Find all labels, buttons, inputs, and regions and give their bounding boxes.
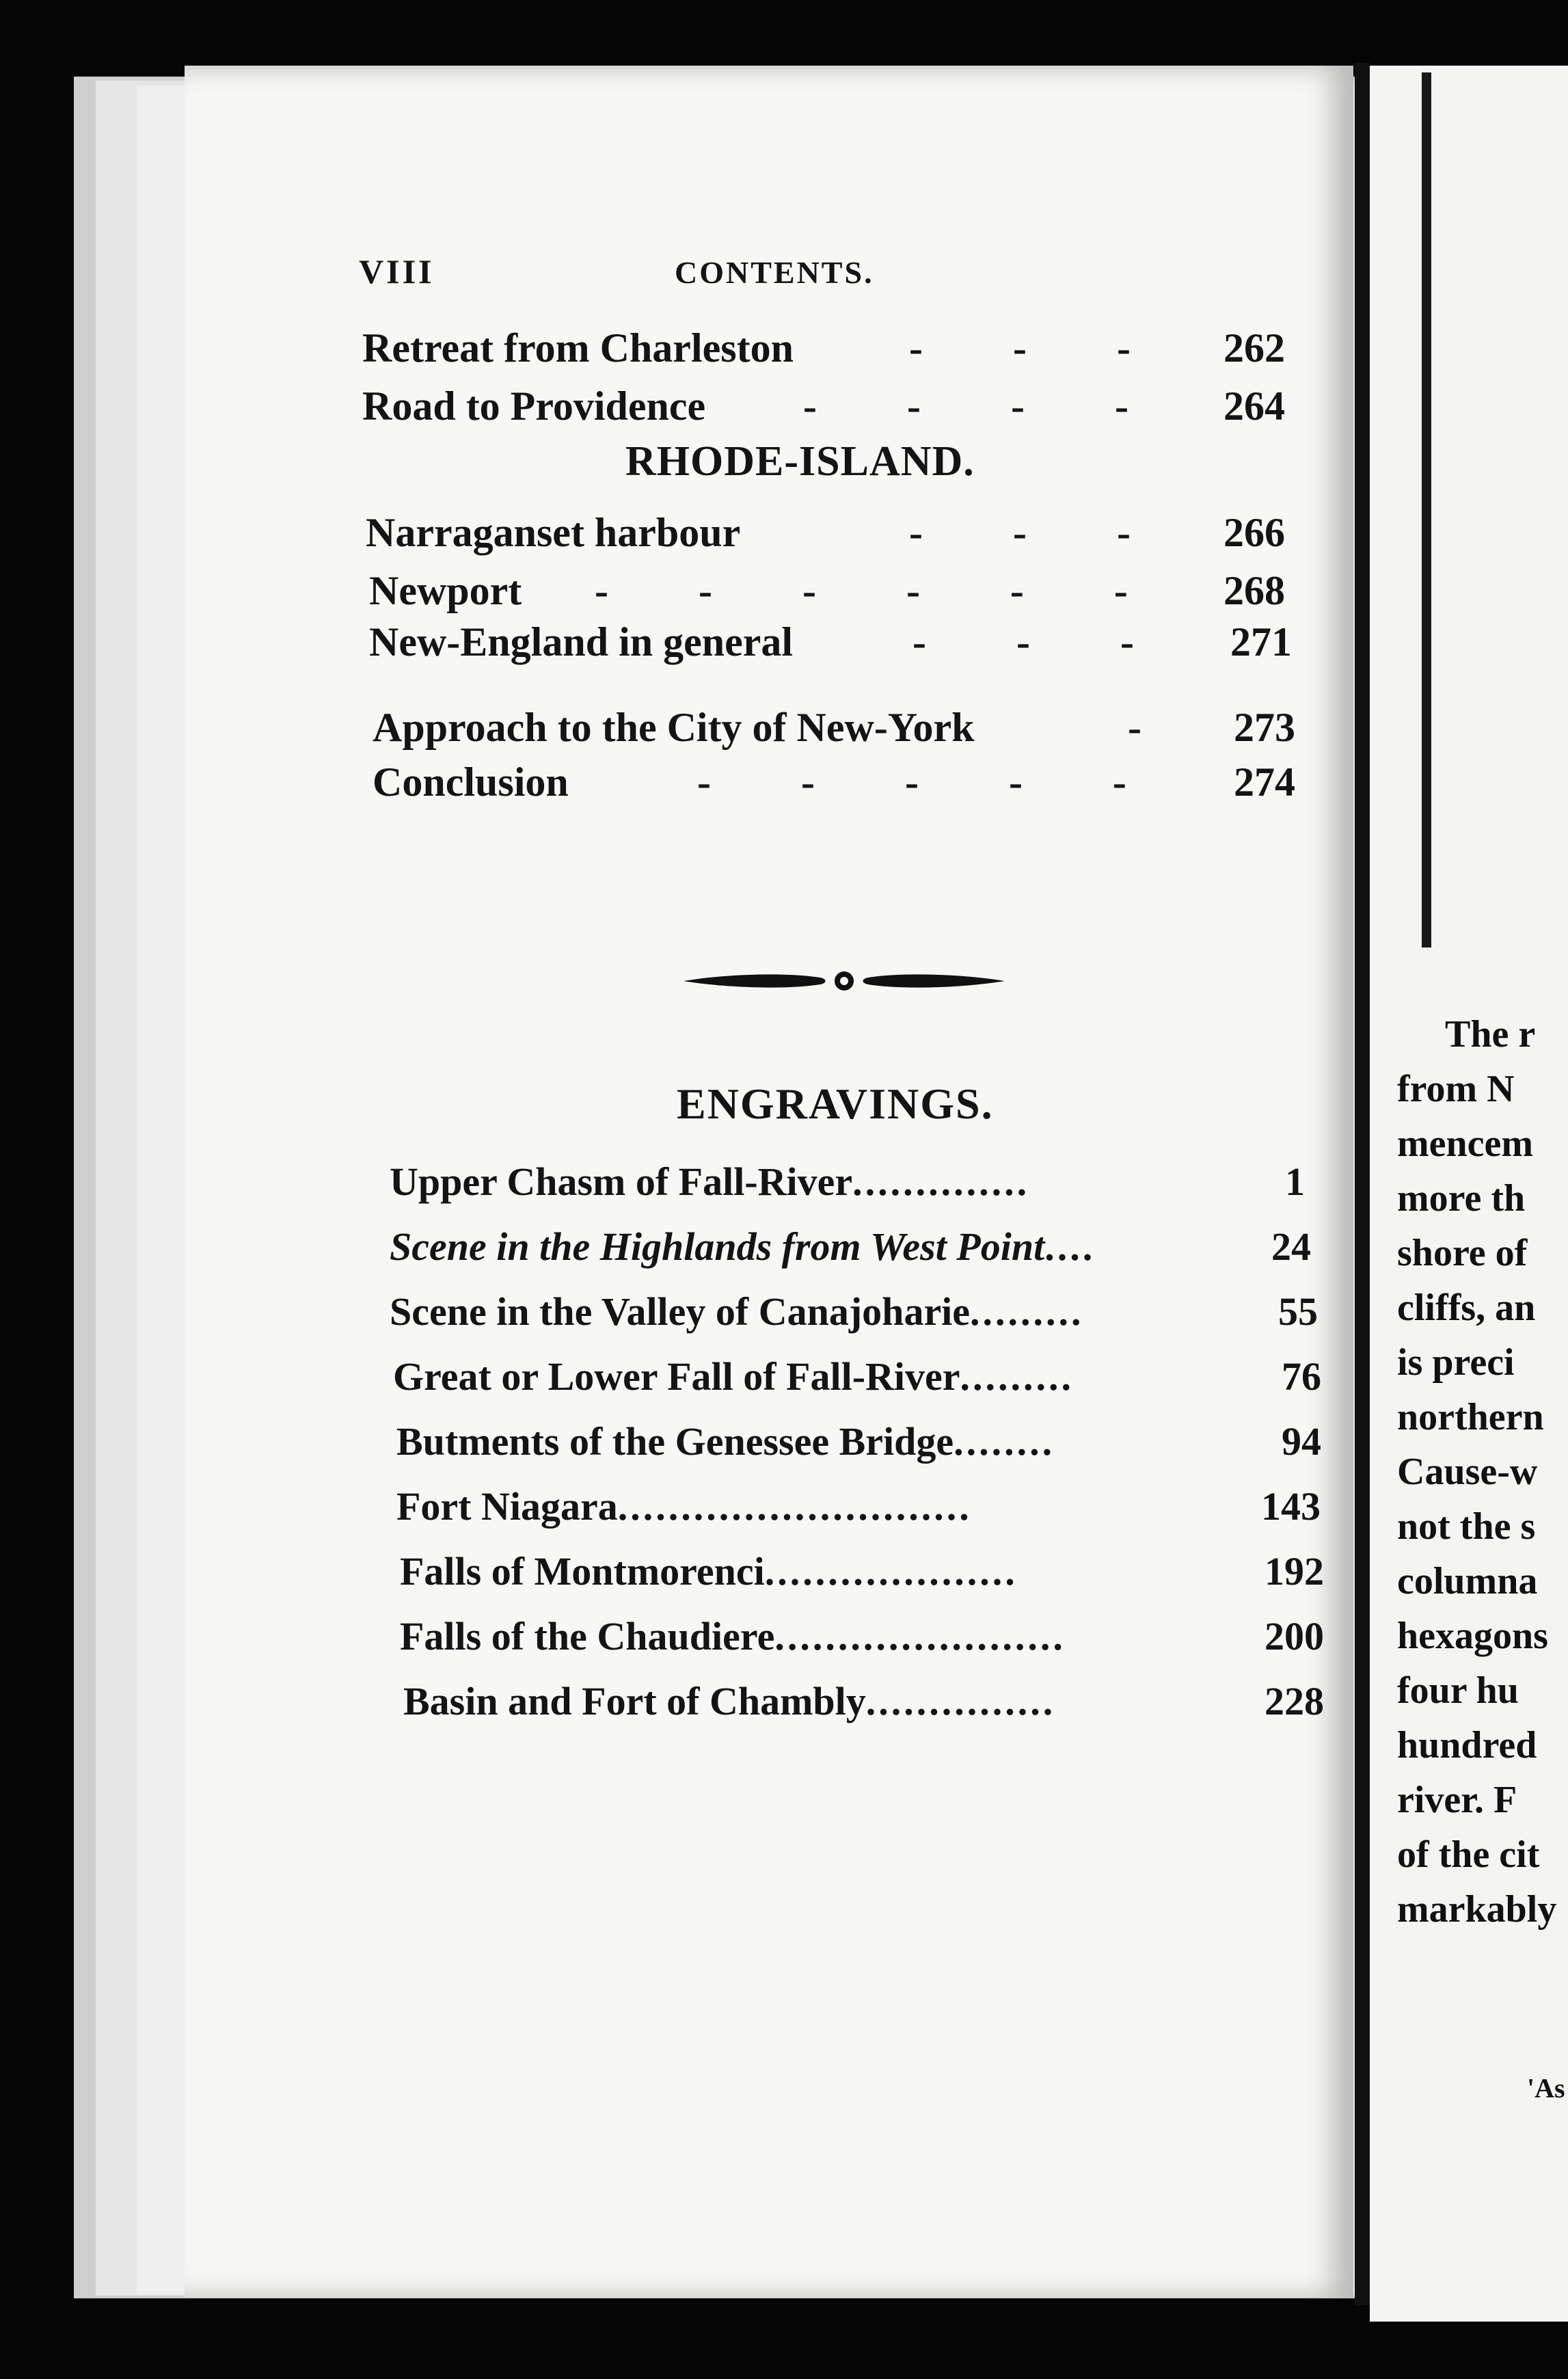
entry-page: 266 — [1224, 510, 1285, 555]
engraving-entry — [390, 1159, 1305, 1205]
engravings-heading: ENGRAVINGS. — [677, 1079, 994, 1128]
contents-entry — [0, 325, 1568, 379]
text-fragment: four hu — [1397, 1669, 1519, 1712]
text-fragment: hundred — [1397, 1724, 1537, 1766]
text-fragment: of the cit — [1397, 1833, 1540, 1876]
text-fragment: cliffs, an — [1397, 1287, 1536, 1329]
text-fragment: more th — [1397, 1177, 1526, 1220]
engraving-entry — [390, 1289, 1318, 1334]
engraving-page: 94 — [1282, 1419, 1321, 1464]
entry-label: Retreat from Charleston — [362, 325, 794, 371]
text-fragment: mencem — [1397, 1123, 1534, 1165]
text-fragment: northern — [1397, 1396, 1544, 1438]
contents-entry — [0, 704, 1568, 759]
text-fragment: river. F — [1397, 1779, 1517, 1821]
engraving-page: 228 — [1265, 1679, 1324, 1723]
entry-label: New-England in general — [369, 619, 794, 664]
contents-entry — [0, 509, 1568, 564]
entry-page: 262 — [1224, 325, 1285, 371]
text-fragment: shore of — [1397, 1232, 1528, 1274]
engraving-entry — [396, 1483, 1321, 1529]
entry-page: 268 — [1224, 568, 1285, 613]
engraving-label: Upper Chasm of Fall-River — [390, 1159, 853, 1204]
engraving-page: 55 — [1278, 1289, 1318, 1334]
engraving-entry — [400, 1613, 1324, 1659]
engraving-label: Great or Lower Fall of Fall-River — [393, 1354, 960, 1399]
engraving-leader: .............. — [852, 1159, 1030, 1204]
text-fragment: columna — [1397, 1560, 1538, 1602]
engraving-leader: ............... — [865, 1679, 1056, 1723]
engraving-entry — [396, 1419, 1321, 1464]
entry-label: Approach to the City of New-York — [373, 705, 975, 750]
engraving-page: 24 — [1271, 1224, 1311, 1269]
entry-leader: - — [1128, 705, 1146, 750]
entry-leader: - - - — [913, 619, 1138, 664]
contents-entry — [0, 383, 1568, 438]
engraving-label: Scene in the Highlands from West Point — [390, 1224, 1045, 1269]
engraving-entry — [393, 1354, 1321, 1399]
entry-page: 264 — [1224, 384, 1285, 429]
ornament-divider — [684, 964, 1005, 998]
engraving-label: Basin and Fort of Chambly — [403, 1679, 866, 1723]
entry-page: 271 — [1230, 619, 1292, 664]
text-fragment: markably — [1397, 1888, 1557, 1931]
engraving-leader: .................... — [764, 1549, 1018, 1594]
text-fragment: hexagons — [1397, 1615, 1548, 1657]
entry-leader: - - - - - — [697, 760, 1131, 805]
page-title: CONTENTS. — [675, 255, 874, 290]
entry-label: Road to Providence — [362, 384, 706, 429]
page-number: VIII — [359, 252, 435, 291]
text-fragment: not the s — [1397, 1505, 1536, 1548]
entry-leader: - - - - — [803, 384, 1133, 429]
entry-leader: - - - — [909, 325, 1135, 371]
engraving-page: 76 — [1282, 1354, 1321, 1399]
text-fragment: The r — [1445, 1013, 1536, 1056]
engraving-leader: ......... — [960, 1354, 1074, 1399]
text-fragment: is preci — [1397, 1341, 1515, 1384]
engraving-page: 143 — [1261, 1484, 1321, 1529]
engraving-entry — [390, 1224, 1311, 1269]
contents-entry — [0, 619, 1568, 673]
contents-entry — [0, 567, 1568, 622]
entry-label: Narraganset harbour — [366, 510, 741, 555]
text-fragment: from N — [1397, 1068, 1515, 1110]
engraving-entry — [403, 1678, 1324, 1724]
engraving-page: 1 — [1285, 1159, 1305, 1204]
engraving-leader: ........ — [954, 1419, 1055, 1464]
section-heading: RHODE-ISLAND. — [625, 438, 975, 485]
engraving-label: Butments of the Genessee Bridge — [396, 1419, 954, 1464]
text-fragment: Cause-w — [1397, 1451, 1538, 1493]
engraving-label: Falls of the Chaudiere — [400, 1614, 775, 1658]
engraving-label: Scene in the Valley of Canajoharie — [390, 1289, 971, 1334]
entry-leader: - - - - - - — [595, 568, 1132, 613]
footnote-fragment: 'As — [1527, 2073, 1565, 2104]
engraving-page: 192 — [1265, 1549, 1324, 1594]
engraving-page: 200 — [1265, 1614, 1324, 1658]
engraving-entry — [400, 1548, 1324, 1594]
engraving-label: Falls of Montmorenci — [400, 1549, 765, 1594]
engraving-leader: ......... — [970, 1289, 1084, 1334]
engraving-leader: ....................... — [774, 1614, 1066, 1658]
entry-label: Conclusion — [373, 760, 569, 805]
engraving-label: Fort Niagara — [396, 1484, 618, 1529]
entry-leader: - - - — [909, 510, 1135, 555]
contents-entry — [0, 759, 1568, 814]
entry-page: 273 — [1234, 705, 1295, 750]
engraving-leader: .... — [1044, 1224, 1096, 1269]
running-head — [359, 252, 906, 293]
entry-label: Newport — [369, 568, 522, 613]
entry-page: 274 — [1234, 760, 1295, 805]
engraving-leader: ............................ — [617, 1484, 972, 1529]
